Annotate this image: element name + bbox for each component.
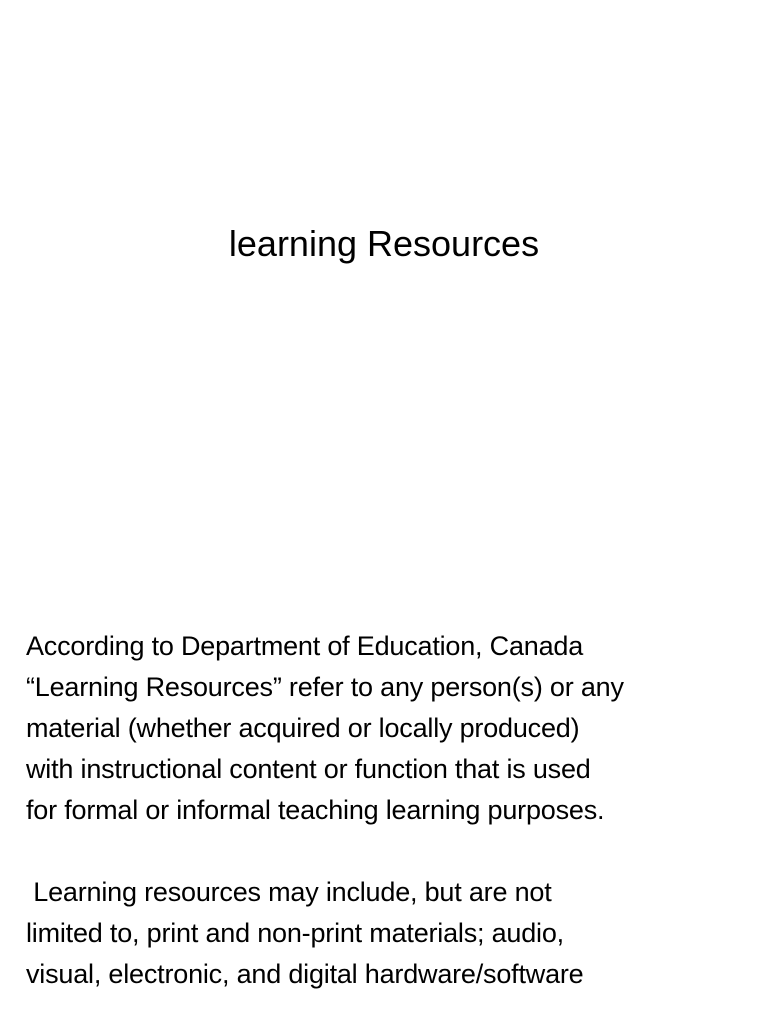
text-line: for formal or informal teaching learning purposes. bbox=[26, 795, 605, 825]
text-line: with instructional content or function that is used bbox=[26, 754, 591, 784]
slide-body bbox=[26, 626, 746, 995]
text-line: visual, electronic, and digital hardware/software bbox=[26, 959, 584, 989]
definition-paragraph bbox=[26, 626, 746, 831]
examples-paragraph bbox=[26, 872, 746, 995]
text-line: “Learning Resources” refer to any person(s) or any bbox=[26, 672, 624, 702]
slide-title: learning Resources bbox=[228, 223, 540, 264]
text-line: According to Department of Education, Canada bbox=[26, 631, 584, 661]
text-line: Learning resources may include, but are not bbox=[26, 877, 552, 907]
text-line: material (whether acquired or locally produced) bbox=[26, 713, 580, 743]
text-line: limited to, print and non-print materials; audio, bbox=[26, 918, 564, 948]
